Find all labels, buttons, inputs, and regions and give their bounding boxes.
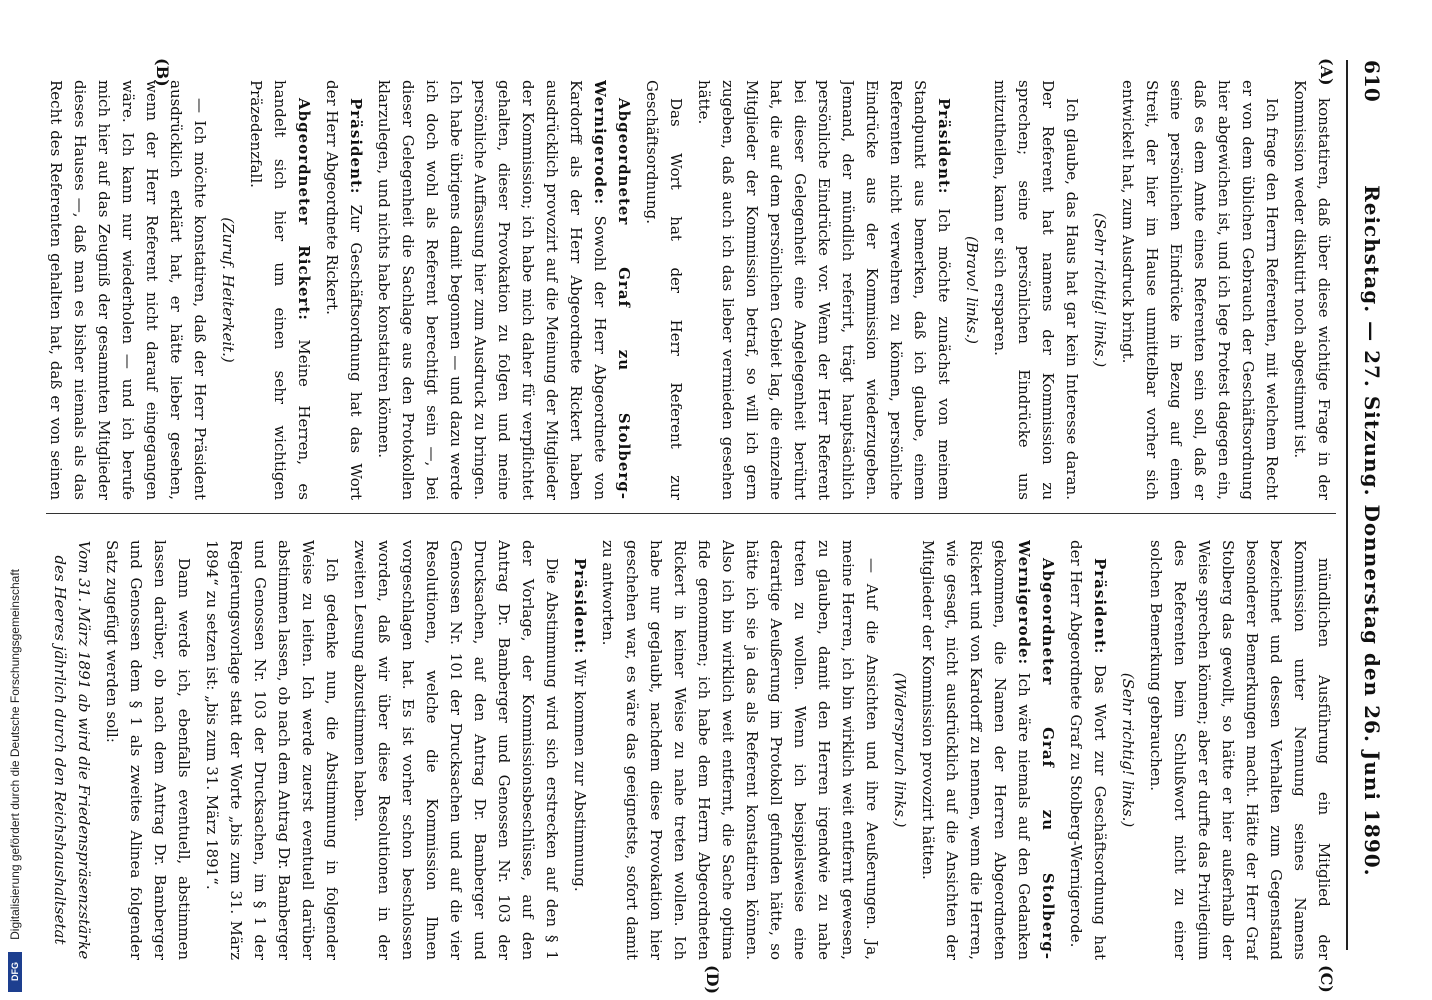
paragraph-text: Vom 31. März 1891 ab wird die Friedenspräsenzstärke des Heeres jährlich durch den Reichshaushaltsetat	[51, 540, 93, 960]
paragraph-text: Ich frage den Herrn Referenten, mit welchem Recht er von dem üblichen Gebrauch der Geschäftsordnung hier abgewichen ist, und ich lege Protest dagegen ein, daß es dem Amte eines Referenten sein soll, daß er seine persönlichen Eindrücke in Bezug auf einen Streit, der hier im Hause unmittelbar vorher sich entwickelt hat, zum Ausdruck bringt.	[1119, 80, 1281, 500]
paragraph-text: Ich möchte zunächst von meinem Standpunkt aus bemerken, daß ich glaube, einem Referenten nicht verwehren zu können, persönliche Eindrücke aus der Kommission wiederzugeben. Jemand, der mündlich referirt, trägt hauptsächlich persönliche Eindrücke vor. Wenn der Herr Referent bei dieser Gelegenheit eine Angelegenheit berührt hat, die auf dem persönlichen Gebiet lag, die einzelne Mitglieder der Kommission betraf, so will ich gern zugeben, daß auch ich das lieber vermieden gesehen hätte.	[695, 80, 953, 500]
interjection	[960, 80, 984, 500]
interjection	[216, 80, 240, 500]
paragraph-text: Zur Geschäftsordnung hat das Wort der Herr Abgeordnete Rickert.	[323, 80, 365, 500]
left-column	[46, 80, 1336, 500]
paragraph-text: mündlichen Ausführung ein Mitglied der Kommission unter Nennung seines Namens bezeichnet und dessen Verhalten zum Gegenstand besonderer Bemerkungen macht. Hätte der Herr Graf Stolberg das gewollt, so hätte er hier außerhalb der Weise sprechen können; aber er durfte das Privilegium des Referenten beim Schlußwort nicht zu einer solchen Bemerkung gebrauchen.	[1147, 540, 1333, 960]
interjection	[1088, 80, 1112, 500]
paragraph-text: Ich gedenke nun, die Abstimmung in folgender Weise zu leiten. Ich werde zuerst eventuell darüber abstimmen lassen, ob nach dem Antrag Dr. Bamberger und Genossen Nr. 103 der Drucksachen, im § 1 der Regierungsvorlage statt der Worte „bis zum 31. März 1894“ zu setzen ist: „bis zum 31. März 1891“.	[203, 540, 341, 960]
paragraph-text: (Bravo! links.)	[963, 236, 981, 344]
paragraph-text: (Zuruf. Heiterkeit.)	[219, 217, 237, 363]
paragraph-text: Dann werde ich, ebenfalls eventuell, abstimmen lassen darüber, ob nach dem Antrag Dr. Bamberger und Genossen dem § 1 als zweites Alinea folgender Satz zugefügt werden soll:	[103, 540, 193, 960]
text-paragraph	[1144, 540, 1336, 960]
speaker-name: Abgeordneter Graf zu Stolberg-Wernigerode:	[1015, 540, 1057, 960]
text-paragraph	[46, 80, 212, 500]
text-paragraph	[200, 540, 344, 960]
dfg-logo: DFG	[8, 952, 22, 992]
speaker-name: Präsident:	[571, 558, 589, 655]
interjection	[46, 540, 96, 960]
text-paragraph	[596, 540, 884, 960]
paragraph-text: Ich glaube, das Haus hat gar kein Interesse daran. Der Referent hat namens der Kommission zu sprechen; seine persönlichen Eindrücke uns mitzutheilen, kann er sich ersparen.	[991, 80, 1081, 500]
speaker-name: Abgeordneter Rickert:	[295, 98, 313, 321]
speech-paragraph	[916, 540, 1060, 960]
speaker-name: Präsident:	[1091, 558, 1109, 655]
paragraph-text: (Sehr richtig! links.)	[1119, 672, 1137, 828]
margin-letter-c: (C)	[1317, 965, 1336, 993]
speaker-name: Präsident:	[347, 98, 365, 195]
text-paragraph	[1288, 80, 1336, 500]
margin-letter-b: (B)	[153, 58, 172, 87]
speech-paragraph	[1064, 540, 1112, 960]
margin-letter-a: (A)	[1317, 58, 1336, 86]
interjection	[1116, 540, 1140, 960]
paragraph-text: — Auf die Ansichten und ihre Aeußerungen. Ja, meine Herren, ich bin wirklich weit entfernt gewesen, zu glauben, damit den Herren irgendwie zu nahe treten zu wollen. Wenn ich beispielsweise eine derartige Aeußerung im Protokoll gefunden hätte, so hätte ich sie ja das als Referent konstatiren können. Also ich bin wirklich weit entfernt, die Sache optima fide genommen; ich habe dem Herrn Abgeordneten Rickert in keiner Weise zu nahe treten wollen. Ich habe nur geglaubt, nachdem diese Provokation hier geschehen war, es wäre das geeignetste, sofort damit zu antworten.	[599, 540, 881, 960]
margin-letter-d: (D)	[703, 965, 722, 995]
speech-paragraph	[372, 80, 636, 500]
paragraph-text: (Sehr richtig! links.)	[1091, 212, 1109, 368]
paragraph-text: — Ich möchte konstatiren, daß der Herr Präsident ausdrücklich erklärt hat, er hätte lieber gesehen, wenn der Herr Referent nicht darauf eingegangen wäre. Ich kann nur wiederholen — und ich berufe mich hier auf das Zeugniß der gesammten Mitglieder dieses Hauses —, daß man es bisher niemals als das Recht des Referenten gehalten hat, daß er von seinen	[47, 80, 209, 500]
column-divider	[46, 513, 1336, 514]
speech-paragraph	[244, 80, 316, 500]
paragraph-text: Das Wort zur Geschäftsordnung hat der Herr Abgeordnete Graf zu Stolberg-Wernigerode.	[1067, 540, 1109, 960]
text-paragraph	[100, 540, 196, 960]
page-number: 610	[1360, 60, 1384, 102]
paragraph-text: (Widerspruch links.)	[891, 672, 909, 828]
speech-paragraph	[320, 80, 368, 500]
paragraph-text: Wir kommen zur Abstimmung.	[571, 659, 589, 892]
header-rule	[1346, 60, 1348, 950]
text-paragraph	[988, 80, 1084, 500]
paragraph-text: konstatiren, daß über diese wichtige Frage in der Kommission weder diskutirt noch abgestimmt ist.	[1291, 80, 1333, 500]
paragraph-text: Meine Herren, es handelt sich hier um einen sehr wichtigen Präzedenzfall.	[247, 80, 313, 500]
speech-paragraph	[568, 540, 592, 960]
page-header	[1352, 60, 1392, 960]
paragraph-text: Sowohl der Herr Abgeordnete von Kardorff als der Herr Abgeordnete Rickert haben ausdrücklich provozirt auf die Meinung der Mitglieder der Kommission; ich habe mich daher für verpflichtet gehalten, dieser Provokation zu folgen und meine persönliche Auffassung hier zum Ausdruck zu bringen. Ich habe übrigens damit begonnen — und dazu werde ich doch wohl als Referent berechtigt sein —, bei dieser Gelegenheit die Sachlage aus den Protokollen klarzulegen, und nichts habe konstatiren können.	[375, 80, 609, 500]
speaker-name: Abgeordneter Graf zu Stolberg-Wernigerode:	[591, 80, 633, 500]
text-paragraph	[1116, 80, 1284, 500]
credit-text: Digitalisierung gefördert durch die Deutsche Forschungsgemeinschaft	[8, 569, 22, 940]
right-column	[46, 540, 1336, 960]
paragraph-text: Ich wäre niemals auf den Gedanken gekommen, die Namen der Herren Abgeordneten Rickert und von Kardorff zu nennen, wenn die Herren, wie gesagt, nicht ausdrücklich auf die Ansichten der Mitglieder der Kommission provozirt hätten.	[919, 540, 1033, 960]
speech-paragraph	[692, 80, 956, 500]
text-paragraph	[640, 80, 688, 500]
digitization-credit	[0, 0, 30, 1000]
speaker-name: Präsident:	[935, 98, 953, 195]
interjection	[888, 540, 912, 960]
text-paragraph	[348, 540, 564, 960]
paragraph-text: Das Wort hat der Herr Referent zur Geschäftsordnung.	[643, 80, 685, 500]
paragraph-text: Die Abstimmung wird sich erstrecken auf den § 1 der Vorlage, der Kommissionsbeschlüsse, auf den Antrag Dr. Bamberger und Genossen Nr. 103 der Drucksachen, auf den Antrag Dr. Bamberger und Genossen Nr. 101 der Drucksachen und auf die vier Resolutionen, welche die Kommission Ihnen vorgeschlagen hat. Es ist vorher schon beschlossen worden, daß wir über diese Resolutionen in der zweiten Lesung abzustimmen haben.	[351, 540, 561, 960]
page-title: Reichstag. — 27. Sitzung. Donnerstag den 26. Juni 1890.	[1360, 185, 1384, 877]
